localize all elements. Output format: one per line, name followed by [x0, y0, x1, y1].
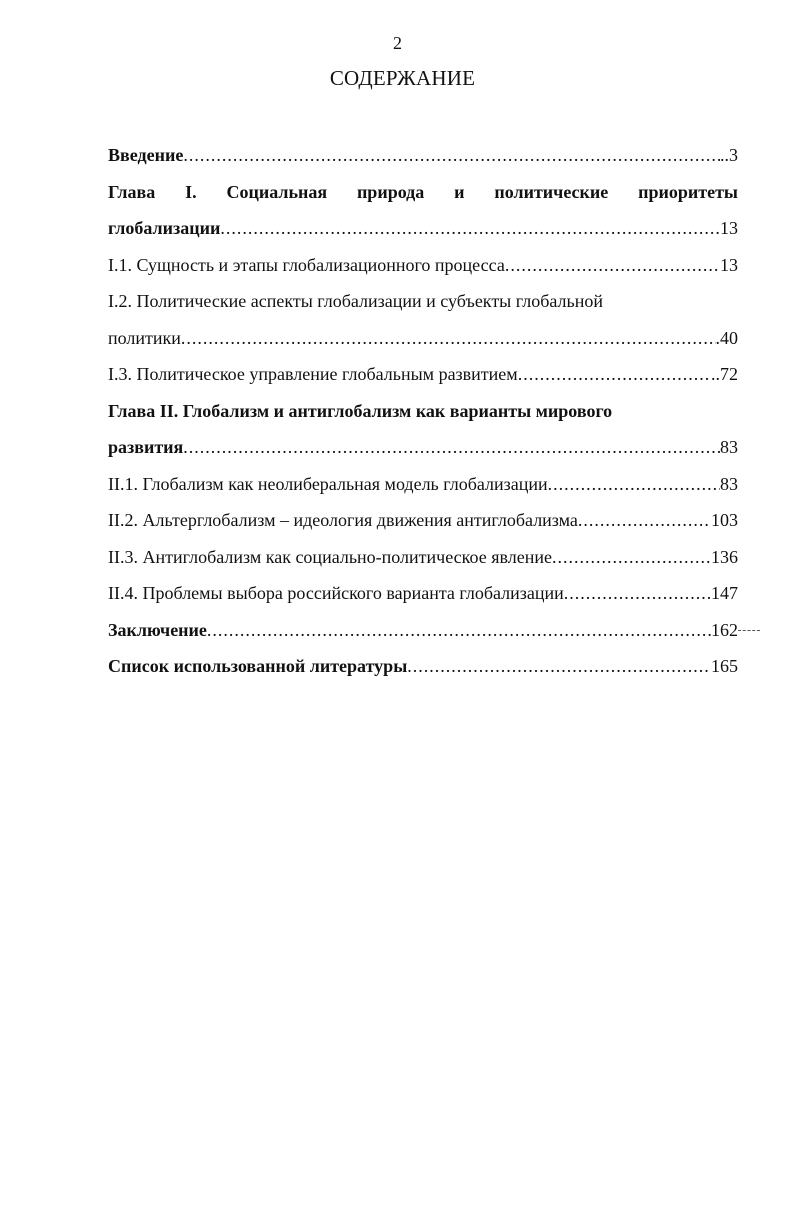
toc-entry-label: Введение	[108, 145, 184, 165]
toc-entry-label: I.1. Сущность и этапы глобализационного процесса	[108, 254, 505, 275]
toc-dot-leader	[505, 247, 720, 284]
toc-entry-label: Список использованной литературы	[108, 656, 408, 676]
toc-entry-label: II.4. Проблемы выбора российского варианта глобализации	[108, 583, 564, 603]
toc-heading-word: природа	[356, 181, 425, 202]
toc-dot-leader	[518, 356, 711, 393]
toc-entry-bibliography[interactable]	[108, 648, 738, 685]
page-number: 2	[393, 33, 402, 53]
toc-entry-section-2-3[interactable]	[108, 539, 738, 576]
toc-entry-intro[interactable]	[108, 137, 738, 174]
toc-page-ref: ..3	[720, 145, 738, 165]
toc-entry-label: II.1. Глобализм как неолиберальная модель глобализации	[108, 473, 548, 494]
toc-entry-label: I.2. Политические аспекты глобализации и субъекты глобальной	[108, 291, 603, 311]
toc-entry-chapter2[interactable]	[108, 429, 738, 466]
toc-dot-leader	[407, 648, 711, 685]
toc-dot-leader	[578, 502, 711, 539]
toc-entry-label: II.2. Альтерглобализм – идеология движения антиглобализма	[108, 510, 578, 530]
toc-heading-word: и	[454, 181, 465, 202]
toc-entry-section-2-1[interactable]	[108, 466, 738, 503]
toc-page-ref: 83	[720, 437, 738, 457]
toc-entry-label: политики	[108, 327, 181, 348]
toc-page-ref: ..72	[711, 364, 738, 384]
toc-page-ref: .40	[715, 327, 738, 348]
table-of-contents	[108, 137, 738, 685]
scan-artifact-mark	[738, 630, 760, 632]
toc-chapter2-heading[interactable]	[108, 393, 738, 430]
toc-heading-word: Социальная	[226, 181, 328, 202]
toc-entry-section-1-3[interactable]	[108, 356, 738, 393]
toc-page-ref: 165	[711, 656, 738, 676]
toc-entry-conclusion[interactable]	[108, 612, 738, 649]
page-title: СОДЕРЖАНИЕ	[329, 66, 476, 90]
toc-heading-word: политические	[494, 181, 609, 202]
toc-heading-word: приоритеты	[638, 181, 738, 202]
toc-dot-leader	[183, 429, 720, 466]
toc-page-ref: 162	[711, 619, 738, 640]
toc-heading-word: Глава	[108, 181, 156, 202]
toc-page-ref: 136	[711, 546, 738, 567]
toc-dot-leader	[181, 320, 716, 357]
toc-entry-section-2-4[interactable]	[108, 575, 738, 612]
toc-chapter1-heading[interactable]	[108, 174, 738, 211]
toc-entry-section-1-1[interactable]	[108, 247, 738, 284]
toc-entry-chapter1[interactable]	[108, 210, 738, 247]
toc-entry-label: развития	[108, 437, 184, 457]
toc-page-ref: 13	[720, 254, 738, 275]
toc-page-ref: 103	[711, 510, 738, 530]
toc-entry-label: глобализации	[108, 218, 221, 238]
toc-page-ref: 147	[711, 583, 738, 603]
toc-entry-label: Заключение	[108, 619, 207, 640]
toc-entry-label: Глава II. Глобализм и антиглобализм как варианты мирового	[108, 400, 613, 421]
toc-dot-leader	[552, 539, 711, 576]
toc-dot-leader	[207, 612, 711, 649]
toc-heading-word: I.	[185, 181, 197, 202]
toc-dot-leader	[564, 575, 711, 612]
toc-entry-label: II.3. Антиглобализм как социально-политическое явление	[108, 546, 552, 567]
toc-page-ref: 13	[720, 218, 738, 238]
toc-entry-section-1-2-line1[interactable]	[108, 283, 738, 320]
toc-dot-leader	[220, 210, 720, 247]
toc-entry-section-1-2[interactable]	[108, 320, 738, 357]
toc-dot-leader	[183, 137, 720, 174]
toc-entry-section-2-2[interactable]	[108, 502, 738, 539]
toc-entry-label: I.3. Политическое управление глобальным развитием	[108, 364, 518, 384]
toc-page-ref: 83	[720, 473, 738, 494]
toc-dot-leader	[548, 466, 720, 503]
